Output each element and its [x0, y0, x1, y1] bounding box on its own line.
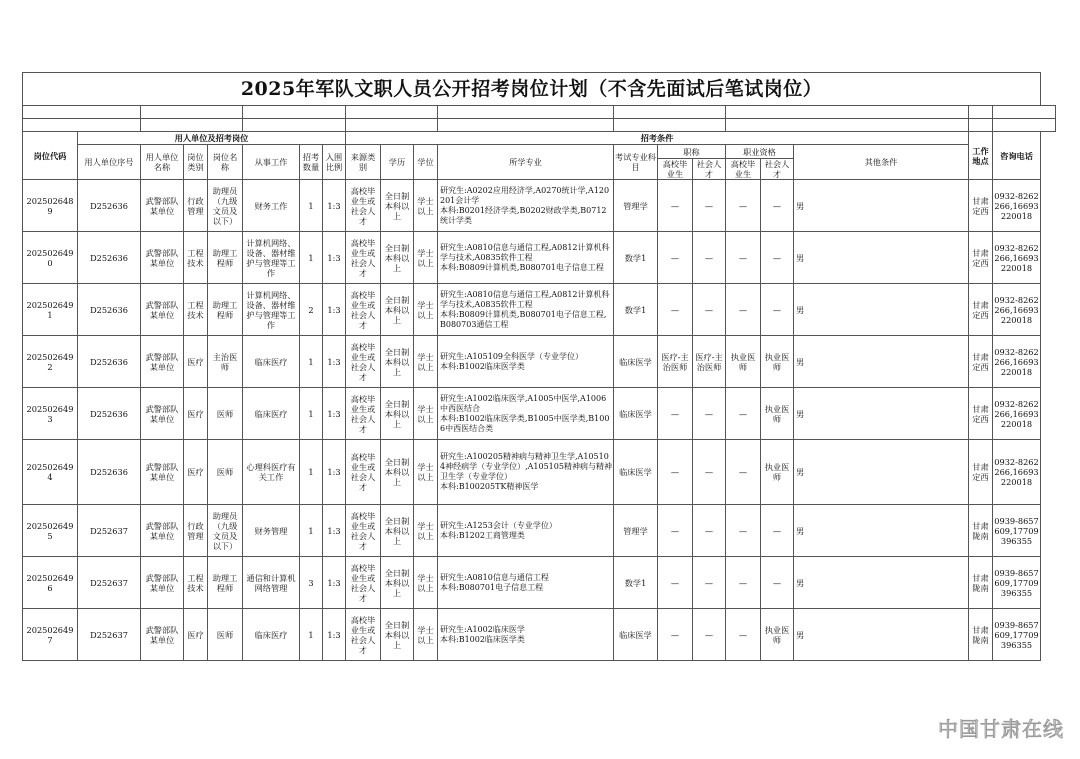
title-social-cell: —	[693, 557, 726, 609]
unit-name-cell: 武警部队某单位	[141, 440, 184, 505]
unit-name-cell: 武警部队某单位	[141, 609, 184, 661]
location-cell: 甘肃定西	[969, 232, 993, 284]
qual-social-cell: 执业医师	[761, 440, 794, 505]
post-name-cell: 助理工程师	[208, 284, 243, 336]
count-cell: 1	[300, 440, 323, 505]
unit-no-cell: D252636	[78, 440, 141, 505]
post-name-cell: 助理员（九级文员及以下）	[208, 505, 243, 557]
count-cell: 1	[300, 388, 323, 440]
phone-cell: 0932-8262266,16693220018	[993, 180, 1041, 232]
source-cell: 高校毕业生或社会人才	[346, 336, 381, 388]
degree-cell: 学士以上	[414, 232, 438, 284]
post-code-cell: 2025026494	[23, 440, 78, 505]
table-row	[23, 557, 1056, 609]
source-cell: 高校毕业生或社会人才	[346, 557, 381, 609]
source-cell: 高校毕业生或社会人才	[346, 232, 381, 284]
location-cell: 甘肃定西	[969, 180, 993, 232]
education-cell: 全日制本科以上	[381, 180, 414, 232]
source-cell: 高校毕业生或社会人才	[346, 284, 381, 336]
post-type-cell: 医疗	[184, 440, 208, 505]
ratio-cell: 1:3	[323, 609, 346, 661]
table-row	[23, 609, 1056, 661]
header-exam-subject: 考试专业科目	[614, 145, 658, 180]
unit-no-cell: D252636	[78, 336, 141, 388]
work-cell: 计算机网络、设备、器材维护与管理等工作	[243, 284, 300, 336]
education-cell: 全日制本科以上	[381, 388, 414, 440]
ratio-cell: 1:3	[323, 505, 346, 557]
phone-cell: 0932-8262266,16693220018	[993, 440, 1041, 505]
phone-cell: 0932-8262266,16693220018	[993, 336, 1041, 388]
count-cell: 1	[300, 336, 323, 388]
post-type-cell: 工程技术	[184, 232, 208, 284]
table-body	[23, 180, 1056, 661]
ratio-cell: 1:3	[323, 440, 346, 505]
post-type-cell: 行政管理	[184, 505, 208, 557]
header-count: 招考数量	[300, 145, 323, 180]
major-cell: 研究生:A0810信息与通信工程,A0812计算机科学与技术,A0835软件工程 本科:B0809计算机类,B080701电子信息工程	[438, 232, 614, 284]
table-row	[23, 180, 1056, 232]
watermark: 中国甘肃在线	[938, 717, 1064, 741]
blank-row	[23, 119, 1056, 132]
header-title-social: 社会人才	[693, 159, 726, 180]
header-major: 所学专业	[438, 145, 614, 180]
header-source: 来源类别	[346, 145, 381, 180]
ratio-cell: 1:3	[323, 232, 346, 284]
recruitment-table	[22, 72, 1056, 661]
source-cell: 高校毕业生或社会人才	[346, 388, 381, 440]
table-row	[23, 440, 1056, 505]
title-grad-cell: —	[658, 180, 693, 232]
title-social-cell: —	[693, 388, 726, 440]
header-unit-name: 用人单位名称	[141, 145, 184, 180]
work-cell: 临床医疗	[243, 609, 300, 661]
phone-cell: 0932-8262266,16693220018	[993, 284, 1041, 336]
post-code-cell: 2025026496	[23, 557, 78, 609]
unit-name-cell: 武警部队某单位	[141, 336, 184, 388]
location-cell: 甘肃陇南	[969, 505, 993, 557]
header-phone: 咨询电话	[993, 132, 1041, 180]
header-title-group: 职称	[658, 145, 726, 159]
phone-cell: 0939-8657609,17709396355	[993, 609, 1041, 661]
location-cell: 甘肃陇南	[969, 609, 993, 661]
post-name-cell: 医师	[208, 440, 243, 505]
title-grad-cell: —	[658, 557, 693, 609]
unit-name-cell: 武警部队某单位	[141, 180, 184, 232]
source-cell: 高校毕业生或社会人才	[346, 440, 381, 505]
degree-cell: 学士以上	[414, 557, 438, 609]
post-name-cell: 医师	[208, 609, 243, 661]
qual-social-cell: —	[761, 557, 794, 609]
header-qual-group: 职业资格	[726, 145, 794, 159]
qual-grad-cell: —	[726, 284, 761, 336]
qual-social-cell: 执业医师	[761, 388, 794, 440]
post-name-cell: 助理工程师	[208, 557, 243, 609]
major-cell: 研究生:A100205精神病与精神卫生学,A105104神经病学（专业学位）,A105105精神病与精神卫生学（专业学位） 本科:B100205TK精神医学	[438, 440, 614, 505]
work-cell: 临床医疗	[243, 388, 300, 440]
title-social-cell: —	[693, 505, 726, 557]
post-type-cell: 行政管理	[184, 180, 208, 232]
qual-grad-cell: —	[726, 232, 761, 284]
education-cell: 全日制本科以上	[381, 232, 414, 284]
phone-cell: 0932-8262266,16693220018	[993, 388, 1041, 440]
title-social-cell: —	[693, 609, 726, 661]
table-row	[23, 505, 1056, 557]
unit-no-cell: D252637	[78, 609, 141, 661]
title-social-cell: 医疗-主治医师	[693, 336, 726, 388]
header-other: 其他条件	[794, 145, 969, 180]
other-cell: 男	[794, 557, 969, 609]
exam-subject-cell: 数学1	[614, 557, 658, 609]
exam-subject-cell: 管理学	[614, 180, 658, 232]
qual-grad-cell: —	[726, 505, 761, 557]
count-cell: 1	[300, 505, 323, 557]
degree-cell: 学士以上	[414, 284, 438, 336]
header-work: 从事工作	[243, 145, 300, 180]
header-education: 学历	[381, 145, 414, 180]
header-qual-social: 社会人才	[761, 159, 794, 180]
header-qual-grad: 高校毕业生	[726, 159, 761, 180]
qual-grad-cell: —	[726, 557, 761, 609]
exam-subject-cell: 临床医学	[614, 388, 658, 440]
qual-grad-cell: —	[726, 609, 761, 661]
qual-social-cell: —	[761, 232, 794, 284]
count-cell: 1	[300, 609, 323, 661]
exam-subject-cell: 管理学	[614, 505, 658, 557]
degree-cell: 学士以上	[414, 440, 438, 505]
exam-subject-cell: 数学1	[614, 232, 658, 284]
post-type-cell: 工程技术	[184, 557, 208, 609]
section-unit-and-position: 用人单位及招考岗位	[78, 132, 346, 145]
title-social-cell: —	[693, 180, 726, 232]
other-cell: 男	[794, 505, 969, 557]
unit-no-cell: D252636	[78, 232, 141, 284]
phone-cell: 0939-8657609,17709396355	[993, 557, 1041, 609]
ratio-cell: 1:3	[323, 180, 346, 232]
header-post-name: 岗位名称	[208, 145, 243, 180]
location-cell: 甘肃陇南	[969, 557, 993, 609]
location-cell: 甘肃定西	[969, 388, 993, 440]
work-cell: 财务管理	[243, 505, 300, 557]
count-cell: 1	[300, 180, 323, 232]
ratio-cell: 1:3	[323, 557, 346, 609]
exam-subject-cell: 数学1	[614, 284, 658, 336]
qual-grad-cell: —	[726, 440, 761, 505]
degree-cell: 学士以上	[414, 388, 438, 440]
other-cell: 男	[794, 180, 969, 232]
header-degree: 学位	[414, 145, 438, 180]
post-type-cell: 工程技术	[184, 284, 208, 336]
other-cell: 男	[794, 388, 969, 440]
unit-no-cell: D252636	[78, 388, 141, 440]
education-cell: 全日制本科以上	[381, 284, 414, 336]
location-cell: 甘肃定西	[969, 440, 993, 505]
table-title: 2025年军队文职人员公开招考岗位计划（不含先面试后笔试岗位）	[23, 73, 1041, 106]
unit-no-cell: D252636	[78, 284, 141, 336]
table-row	[23, 232, 1056, 284]
title-grad-cell: —	[658, 609, 693, 661]
qual-grad-cell: —	[726, 388, 761, 440]
unit-name-cell: 武警部队某单位	[141, 284, 184, 336]
title-grad-cell: —	[658, 440, 693, 505]
table-row	[23, 388, 1056, 440]
other-cell: 男	[794, 232, 969, 284]
title-social-cell: —	[693, 284, 726, 336]
major-cell: 研究生:A0810信息与通信工程 本科:B080701电子信息工程	[438, 557, 614, 609]
location-cell: 甘肃定西	[969, 336, 993, 388]
title-grad-cell: —	[658, 388, 693, 440]
work-cell: 临床医疗	[243, 336, 300, 388]
post-code-cell: 2025026489	[23, 180, 78, 232]
qual-grad-cell: —	[726, 180, 761, 232]
header-location: 工作地点	[969, 132, 993, 180]
unit-name-cell: 武警部队某单位	[141, 557, 184, 609]
education-cell: 全日制本科以上	[381, 557, 414, 609]
table-row	[23, 284, 1056, 336]
ratio-cell: 1:3	[323, 388, 346, 440]
education-cell: 全日制本科以上	[381, 336, 414, 388]
unit-name-cell: 武警部队某单位	[141, 232, 184, 284]
major-cell: 研究生:A1002临床医学,A1005中医学,A1006中西医结合 本科:B1002临床医学类,B1005中医学类,B1006中西医结合类	[438, 388, 614, 440]
unit-no-cell: D252636	[78, 180, 141, 232]
other-cell: 男	[794, 284, 969, 336]
unit-name-cell: 武警部队某单位	[141, 505, 184, 557]
work-cell: 通信和计算机网络管理	[243, 557, 300, 609]
header-title-grad: 高校毕业生	[658, 159, 693, 180]
header-ratio: 入围比例	[323, 145, 346, 180]
qual-social-cell: 执业医师	[761, 336, 794, 388]
post-type-cell: 医疗	[184, 388, 208, 440]
exam-subject-cell: 临床医学	[614, 336, 658, 388]
exam-subject-cell: 临床医学	[614, 440, 658, 505]
major-cell: 研究生:A105109全科医学（专业学位） 本科:B1002临床医学类	[438, 336, 614, 388]
major-cell: 研究生:A0810信息与通信工程,A0812计算机科学与技术,A0835软件工程 本科:B0809计算机类,B080701电子信息工程,B080703通信工程	[438, 284, 614, 336]
title-grad-cell: —	[658, 505, 693, 557]
qual-grad-cell: 执业医师	[726, 336, 761, 388]
other-cell: 男	[794, 336, 969, 388]
header-post-code: 岗位代码	[23, 132, 78, 180]
qual-social-cell: —	[761, 180, 794, 232]
post-type-cell: 医疗	[184, 336, 208, 388]
degree-cell: 学士以上	[414, 609, 438, 661]
other-cell: 男	[794, 440, 969, 505]
post-name-cell: 助理员（九级文员及以下）	[208, 180, 243, 232]
source-cell: 高校毕业生或社会人才	[346, 180, 381, 232]
source-cell: 高校毕业生或社会人才	[346, 505, 381, 557]
work-cell: 计算机网络、设备、器材维护与管理等工作	[243, 232, 300, 284]
title-grad-cell: —	[658, 284, 693, 336]
unit-no-cell: D252637	[78, 505, 141, 557]
major-cell: 研究生:A0202应用经济学,A0270统计学,A120201会计学 本科:B0201经济学类,B0202财政学类,B0712统计学类	[438, 180, 614, 232]
title-social-cell: —	[693, 232, 726, 284]
header-unit-no: 用人单位序号	[78, 145, 141, 180]
post-code-cell: 2025026491	[23, 284, 78, 336]
unit-name-cell: 武警部队某单位	[141, 388, 184, 440]
section-conditions: 招考条件	[346, 132, 969, 145]
blank-row	[23, 106, 1056, 119]
count-cell: 2	[300, 284, 323, 336]
title-grad-cell: 医疗-主治医师	[658, 336, 693, 388]
degree-cell: 学士以上	[414, 180, 438, 232]
post-type-cell: 医疗	[184, 609, 208, 661]
table-row	[23, 336, 1056, 388]
exam-subject-cell: 临床医学	[614, 609, 658, 661]
qual-social-cell: 执业医师	[761, 609, 794, 661]
education-cell: 全日制本科以上	[381, 440, 414, 505]
degree-cell: 学士以上	[414, 505, 438, 557]
post-name-cell: 医师	[208, 388, 243, 440]
phone-cell: 0939-8657609,17709396355	[993, 505, 1041, 557]
location-cell: 甘肃定西	[969, 284, 993, 336]
post-code-cell: 2025026490	[23, 232, 78, 284]
work-cell: 心理科医疗有关工作	[243, 440, 300, 505]
education-cell: 全日制本科以上	[381, 505, 414, 557]
qual-social-cell: —	[761, 505, 794, 557]
major-cell: 研究生:A1002临床医学 本科:B1002临床医学类	[438, 609, 614, 661]
phone-cell: 0932-8262266,16693220018	[993, 232, 1041, 284]
post-code-cell: 2025026492	[23, 336, 78, 388]
title-social-cell: —	[693, 440, 726, 505]
post-name-cell: 主治医师	[208, 336, 243, 388]
work-cell: 财务工作	[243, 180, 300, 232]
post-name-cell: 助理工程师	[208, 232, 243, 284]
post-code-cell: 2025026497	[23, 609, 78, 661]
ratio-cell: 1:3	[323, 284, 346, 336]
education-cell: 全日制本科以上	[381, 609, 414, 661]
count-cell: 1	[300, 232, 323, 284]
post-code-cell: 2025026493	[23, 388, 78, 440]
major-cell: 研究生:A1253会计（专业学位） 本科:B1202工商管理类	[438, 505, 614, 557]
count-cell: 3	[300, 557, 323, 609]
qual-social-cell: —	[761, 284, 794, 336]
header-post-type: 岗位类别	[184, 145, 208, 180]
title-grad-cell: —	[658, 232, 693, 284]
ratio-cell: 1:3	[323, 336, 346, 388]
post-code-cell: 2025026495	[23, 505, 78, 557]
source-cell: 高校毕业生或社会人才	[346, 609, 381, 661]
degree-cell: 学士以上	[414, 336, 438, 388]
unit-no-cell: D252637	[78, 557, 141, 609]
other-cell: 男	[794, 609, 969, 661]
